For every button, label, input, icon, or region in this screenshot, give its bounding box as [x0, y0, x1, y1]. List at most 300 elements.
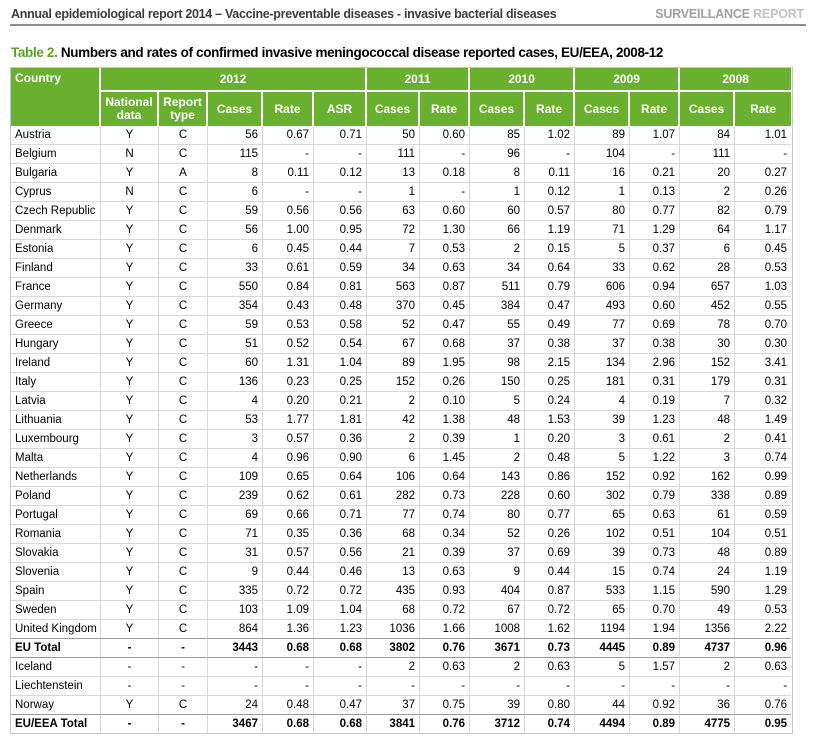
asr-cell: 0.54	[314, 335, 367, 354]
country-cell: Lithuania	[11, 411, 101, 430]
cases-cell: 5	[575, 658, 630, 677]
cases-cell: 48	[680, 411, 735, 430]
cases-cell: 4494	[575, 715, 630, 733]
cases-cell: 16	[575, 164, 630, 183]
cases-cell: 338	[680, 487, 735, 506]
table-row	[11, 563, 791, 582]
rate-cell: 0.70	[735, 316, 791, 335]
rate-cell: 0.48	[263, 696, 314, 715]
rate-cell: 0.61	[263, 259, 314, 278]
cases-cell: 55	[470, 316, 525, 335]
cases-cell: 30	[680, 335, 735, 354]
asr-cell: 0.44	[314, 240, 367, 259]
cases-cell: 67	[367, 335, 420, 354]
year-row	[11, 68, 791, 92]
report-type-cell: C	[159, 183, 208, 202]
table-row	[11, 620, 791, 639]
asr-cell: -	[314, 183, 367, 202]
rate-cell: 0.59	[735, 506, 791, 525]
asr-cell: 0.71	[314, 126, 367, 145]
rate-cell: 0.89	[735, 544, 791, 563]
asr-cell: 0.58	[314, 316, 367, 335]
national-data-cell: Y	[101, 525, 159, 544]
column-header-asr: ASR	[314, 92, 367, 126]
asr-cell: -	[314, 145, 367, 164]
table-row	[11, 145, 791, 164]
cases-cell: 60	[470, 202, 525, 221]
cases-cell: 28	[680, 259, 735, 278]
table-row	[11, 468, 791, 487]
cases-cell: 4445	[575, 639, 630, 658]
rate-cell: 0.63	[735, 658, 791, 677]
cases-cell: 39	[575, 544, 630, 563]
cases-cell: 89	[367, 354, 420, 373]
cases-cell: 61	[680, 506, 735, 525]
cases-cell: 13	[367, 164, 420, 183]
rate-cell: 0.93	[420, 582, 470, 601]
cases-cell: 44	[575, 696, 630, 715]
national-data-cell: Y	[101, 601, 159, 620]
rate-cell: 0.52	[263, 335, 314, 354]
rate-cell: 0.20	[263, 392, 314, 411]
cases-cell: 36	[680, 696, 735, 715]
report-type-cell: C	[159, 468, 208, 487]
national-data-cell: Y	[101, 696, 159, 715]
country-cell: Estonia	[11, 240, 101, 259]
rate-cell: 1.07	[630, 126, 680, 145]
cases-cell: 1	[470, 183, 525, 202]
cases-cell: 65	[575, 601, 630, 620]
country-cell: France	[11, 278, 101, 297]
cases-cell: 6	[680, 240, 735, 259]
national-data-cell: Y	[101, 411, 159, 430]
rate-cell: 1.01	[735, 126, 791, 145]
report-type-cell: C	[159, 297, 208, 316]
rate-cell: 0.18	[420, 164, 470, 183]
rate-cell: 0.57	[525, 202, 575, 221]
cases-cell: 150	[470, 373, 525, 392]
rate-cell: 0.92	[630, 468, 680, 487]
asr-cell: 0.59	[314, 259, 367, 278]
rate-cell: 0.74	[735, 449, 791, 468]
cases-cell: 98	[470, 354, 525, 373]
country-cell: Romania	[11, 525, 101, 544]
country-cell: Finland	[11, 259, 101, 278]
cases-cell: 9	[470, 563, 525, 582]
rate-cell: 1.17	[735, 221, 791, 240]
country-cell: Germany	[11, 297, 101, 316]
rate-cell: 0.51	[735, 525, 791, 544]
rate-cell: 0.89	[630, 715, 680, 733]
rate-cell: 0.11	[263, 164, 314, 183]
rate-cell: 0.65	[263, 468, 314, 487]
rate-cell: -	[525, 145, 575, 164]
cases-cell: 5	[470, 392, 525, 411]
rate-cell: 0.89	[630, 639, 680, 658]
rate-cell: 2.22	[735, 620, 791, 639]
cases-cell: 80	[575, 202, 630, 221]
cases-cell: 134	[575, 354, 630, 373]
rate-cell: 0.47	[525, 297, 575, 316]
asr-cell: 1.04	[314, 601, 367, 620]
rate-cell: 0.95	[764, 718, 788, 730]
cases-cell: 104	[680, 525, 735, 544]
column-header-rate: Rate	[263, 92, 314, 126]
rate-cell: 0.74	[420, 506, 470, 525]
cases-cell: 2	[367, 430, 420, 449]
national-data-cell: Y	[101, 373, 159, 392]
cases-cell: 143	[470, 468, 525, 487]
cases-cell: 590	[680, 582, 735, 601]
national-data-cell: Y	[101, 544, 159, 563]
rate-cell: 0.41	[735, 430, 791, 449]
rate-cell: 0.79	[735, 202, 791, 221]
report-type-cell: C	[159, 620, 208, 639]
rate-cell: -	[735, 677, 791, 696]
table-row	[11, 506, 791, 525]
report-type-cell: C	[159, 430, 208, 449]
rate-cell: 0.30	[735, 335, 791, 354]
page-header	[10, 0, 806, 26]
rate-cell: 0.39	[420, 430, 470, 449]
cases-cell: 6	[208, 183, 263, 202]
cases-cell: 77	[575, 316, 630, 335]
cases-cell: 3671	[470, 639, 525, 658]
table-row	[11, 183, 791, 202]
country-cell: Luxembourg	[11, 430, 101, 449]
table-row	[11, 316, 791, 335]
rate-cell: 0.53	[420, 240, 470, 259]
cases-cell: 3	[680, 449, 735, 468]
cases-cell: 50	[367, 126, 420, 145]
rate-cell: 0.49	[525, 316, 575, 335]
rate-cell: 0.31	[735, 373, 791, 392]
cases-cell: 31	[208, 544, 263, 563]
rate-cell: 0.38	[525, 335, 575, 354]
cases-cell: 80	[470, 506, 525, 525]
cases-cell: 1008	[470, 620, 525, 639]
cases-cell: 48	[680, 544, 735, 563]
column-header-rate: Rate	[630, 92, 680, 126]
report-type-cell: C	[159, 525, 208, 544]
rate-cell: 0.24	[525, 392, 575, 411]
table-row	[11, 297, 791, 316]
rate-cell: 0.63	[420, 658, 470, 677]
cases-cell: 6	[367, 449, 420, 468]
cases-cell: 39	[575, 411, 630, 430]
national-data-cell: -	[101, 658, 159, 677]
cases-cell: 66	[470, 221, 525, 240]
rate-cell: 0.15	[525, 240, 575, 259]
rate-cell: 0.48	[525, 449, 575, 468]
rate-cell: 0.63	[630, 506, 680, 525]
report-type-cell: C	[159, 259, 208, 278]
cases-cell: 4	[575, 392, 630, 411]
rate-cell: 0.62	[263, 487, 314, 506]
country-cell: Spain	[11, 582, 101, 601]
rate-cell: 0.20	[525, 430, 575, 449]
report-type-cell: C	[159, 145, 208, 164]
national-data-cell: Y	[101, 164, 159, 183]
report-type-cell: A	[159, 164, 208, 183]
cases-cell: 111	[367, 145, 420, 164]
rate-cell: 1.15	[630, 582, 680, 601]
national-data-cell: -	[101, 677, 159, 696]
rate-cell: 0.77	[525, 506, 575, 525]
asr-cell: 0.71	[314, 506, 367, 525]
asr-cell: 1.23	[314, 620, 367, 639]
cases-cell: 354	[208, 297, 263, 316]
cases-cell: -	[680, 677, 735, 696]
cases-cell: 84	[680, 126, 735, 145]
country-cell: Slovenia	[11, 563, 101, 582]
cases-cell: 6	[208, 240, 263, 259]
cases-cell: 106	[367, 468, 420, 487]
cases-cell: 37	[470, 335, 525, 354]
national-data-cell: N	[101, 145, 159, 164]
rate-cell: 0.32	[735, 392, 791, 411]
cases-cell: 4737	[680, 639, 735, 658]
national-data-cell: Y	[101, 259, 159, 278]
cases-cell: 9	[208, 563, 263, 582]
rate-cell: 0.60	[630, 297, 680, 316]
cases-cell: 53	[208, 411, 263, 430]
rate-cell: 0.96	[263, 449, 314, 468]
rate-cell: 1.36	[263, 620, 314, 639]
table-header	[11, 68, 791, 126]
national-data-cell: Y	[101, 449, 159, 468]
cases-cell: 56	[208, 221, 263, 240]
asr-cell: 0.47	[314, 696, 367, 715]
cases-cell: 657	[680, 278, 735, 297]
cases-cell: 3443	[208, 639, 263, 658]
rate-cell: 2.96	[630, 354, 680, 373]
rate-cell: 0.68	[420, 335, 470, 354]
rate-cell: 1.57	[630, 658, 680, 677]
cases-cell: 42	[367, 411, 420, 430]
table-row	[11, 544, 791, 563]
badge-surveillance: SURVEILLANCE	[655, 7, 750, 21]
asr-cell: 0.36	[314, 430, 367, 449]
rate-cell: 0.84	[263, 278, 314, 297]
national-data-cell: Y	[101, 297, 159, 316]
rate-cell: 0.53	[735, 601, 791, 620]
table-row	[11, 259, 791, 278]
report-type-cell: C	[159, 601, 208, 620]
cases-cell: 4775	[680, 715, 735, 733]
national-data-cell: Y	[101, 430, 159, 449]
rate-cell: 0.34	[420, 525, 470, 544]
cases-cell: 60	[208, 354, 263, 373]
cases-cell: 4	[208, 392, 263, 411]
cases-cell: 115	[208, 145, 263, 164]
rate-cell: 0.76	[420, 639, 470, 658]
national-data-cell: Y	[101, 126, 159, 145]
cases-cell: 52	[470, 525, 525, 544]
cases-cell: 2	[470, 449, 525, 468]
cases-cell: 96	[470, 145, 525, 164]
rate-cell: 0.45	[263, 240, 314, 259]
cases-cell: 51	[208, 335, 263, 354]
asr-cell: 0.56	[314, 202, 367, 221]
meningococcal-disease-table	[11, 68, 791, 733]
report-type-cell: -	[159, 677, 208, 696]
column-header-cases: Cases	[470, 92, 525, 126]
table-row	[11, 164, 791, 183]
rate-cell: 0.69	[525, 544, 575, 563]
cases-cell: 104	[575, 145, 630, 164]
rate-cell: -	[420, 677, 470, 696]
rate-cell: 0.53	[735, 259, 791, 278]
rate-cell: 0.60	[420, 126, 470, 145]
year-header-2008: 2008	[680, 68, 791, 92]
asr-cell: 0.95	[314, 221, 367, 240]
cases-cell: 606	[575, 278, 630, 297]
asr-cell: 0.68	[314, 639, 367, 658]
cases-cell: 1	[470, 430, 525, 449]
rate-cell: 0.31	[630, 373, 680, 392]
report-type-cell: C	[159, 487, 208, 506]
rate-cell: 1.62	[525, 620, 575, 639]
country-cell: Poland	[11, 487, 101, 506]
asr-cell: 0.21	[314, 392, 367, 411]
national-data-cell: Y	[101, 278, 159, 297]
rate-cell: 1.49	[735, 411, 791, 430]
cases-cell: 77	[367, 506, 420, 525]
table-row	[11, 487, 791, 506]
document-title: Annual epidemiological report 2014 – Vaccine-preventable diseases - invasive bacterial diseases	[11, 7, 557, 21]
cases-cell: 179	[680, 373, 735, 392]
rate-cell: 0.64	[525, 259, 575, 278]
national-data-cell: Y	[101, 506, 159, 525]
rate-cell: -	[630, 145, 680, 164]
cases-cell: 24	[208, 696, 263, 715]
report-type-cell: C	[159, 506, 208, 525]
rate-cell: 0.47	[420, 316, 470, 335]
report-type-cell: C	[159, 354, 208, 373]
national-data-cell: -	[101, 639, 159, 658]
report-type-cell: C	[159, 696, 208, 715]
asr-cell: -	[314, 658, 367, 677]
country-cell: Portugal	[11, 506, 101, 525]
cases-cell: 5	[575, 449, 630, 468]
report-type-cell: C	[159, 221, 208, 240]
rate-cell: 1.29	[735, 582, 791, 601]
report-type-cell: C	[159, 373, 208, 392]
cases-cell: -	[208, 677, 263, 696]
rate-cell: 0.57	[263, 544, 314, 563]
country-cell: Hungary	[11, 335, 101, 354]
rate-cell: 0.44	[263, 563, 314, 582]
rate-cell: -	[525, 677, 575, 696]
cases-cell: 302	[575, 487, 630, 506]
national-data-cell: Y	[101, 468, 159, 487]
rate-cell: 2.15	[525, 354, 575, 373]
rate-cell: 0.74	[630, 563, 680, 582]
national-data-cell: Y	[101, 335, 159, 354]
national-data-cell: Y	[101, 582, 159, 601]
country-cell: Latvia	[11, 392, 101, 411]
asr-cell: 0.46	[314, 563, 367, 582]
cases-cell: -	[367, 677, 420, 696]
rate-cell: 0.73	[420, 487, 470, 506]
cases-cell: 68	[367, 525, 420, 544]
country-cell: EU/EEA Total	[11, 715, 101, 733]
national-data-cell: Y	[101, 240, 159, 259]
report-type-cell: C	[159, 240, 208, 259]
cases-cell: 550	[208, 278, 263, 297]
country-cell: Slovakia	[11, 544, 101, 563]
rate-cell: -	[263, 677, 314, 696]
rate-cell: 0.74	[525, 715, 575, 733]
table-body	[11, 126, 791, 733]
rate-cell: 0.63	[420, 563, 470, 582]
cases-cell: 71	[575, 221, 630, 240]
rate-cell: 0.26	[735, 183, 791, 202]
cases-cell: 103	[208, 601, 263, 620]
rate-cell: 0.64	[420, 468, 470, 487]
cases-cell: 37	[470, 544, 525, 563]
rate-cell: 0.35	[263, 525, 314, 544]
cases-cell: 370	[367, 297, 420, 316]
cases-cell: 15	[575, 563, 630, 582]
report-type-cell: -	[159, 658, 208, 677]
table-row	[11, 715, 791, 733]
rate-cell: 0.72	[420, 601, 470, 620]
cases-cell: 1	[367, 183, 420, 202]
cases-cell: 384	[470, 297, 525, 316]
report-type-cell: C	[159, 335, 208, 354]
country-cell: Cyprus	[11, 183, 101, 202]
rate-cell: 0.45	[420, 297, 470, 316]
cases-cell: 8	[208, 164, 263, 183]
table-row	[11, 582, 791, 601]
rate-cell: 0.69	[630, 316, 680, 335]
rate-cell: 1.00	[263, 221, 314, 240]
rate-cell: 0.51	[630, 525, 680, 544]
cases-cell: 71	[208, 525, 263, 544]
cases-cell: 452	[680, 297, 735, 316]
cases-cell: 56	[208, 126, 263, 145]
report-type-cell: C	[159, 563, 208, 582]
rate-cell: -	[630, 677, 680, 696]
rate-cell: 0.70	[630, 601, 680, 620]
national-data-cell: Y	[101, 620, 159, 639]
national-data-cell: Y	[101, 221, 159, 240]
cases-cell: -	[575, 677, 630, 696]
country-cell: Austria	[11, 126, 101, 145]
table-row	[11, 430, 791, 449]
asr-cell: 0.56	[314, 544, 367, 563]
rate-cell: 1.94	[630, 620, 680, 639]
rate-cell: -	[263, 183, 314, 202]
table-row	[11, 677, 791, 696]
country-column-header: Country	[11, 68, 101, 126]
report-type-cell: C	[159, 278, 208, 297]
cases-cell: 4	[208, 449, 263, 468]
cases-cell: 563	[367, 278, 420, 297]
table-caption	[11, 45, 806, 60]
table-row	[11, 202, 791, 221]
national-data-cell: Y	[101, 392, 159, 411]
national-data-cell: N	[101, 183, 159, 202]
rate-cell: 1.19	[735, 563, 791, 582]
cases-cell: 13	[367, 563, 420, 582]
rate-cell: 0.55	[735, 297, 791, 316]
surveillance-report-badge	[655, 7, 804, 21]
rate-cell: 0.80	[525, 696, 575, 715]
cases-cell: 181	[575, 373, 630, 392]
